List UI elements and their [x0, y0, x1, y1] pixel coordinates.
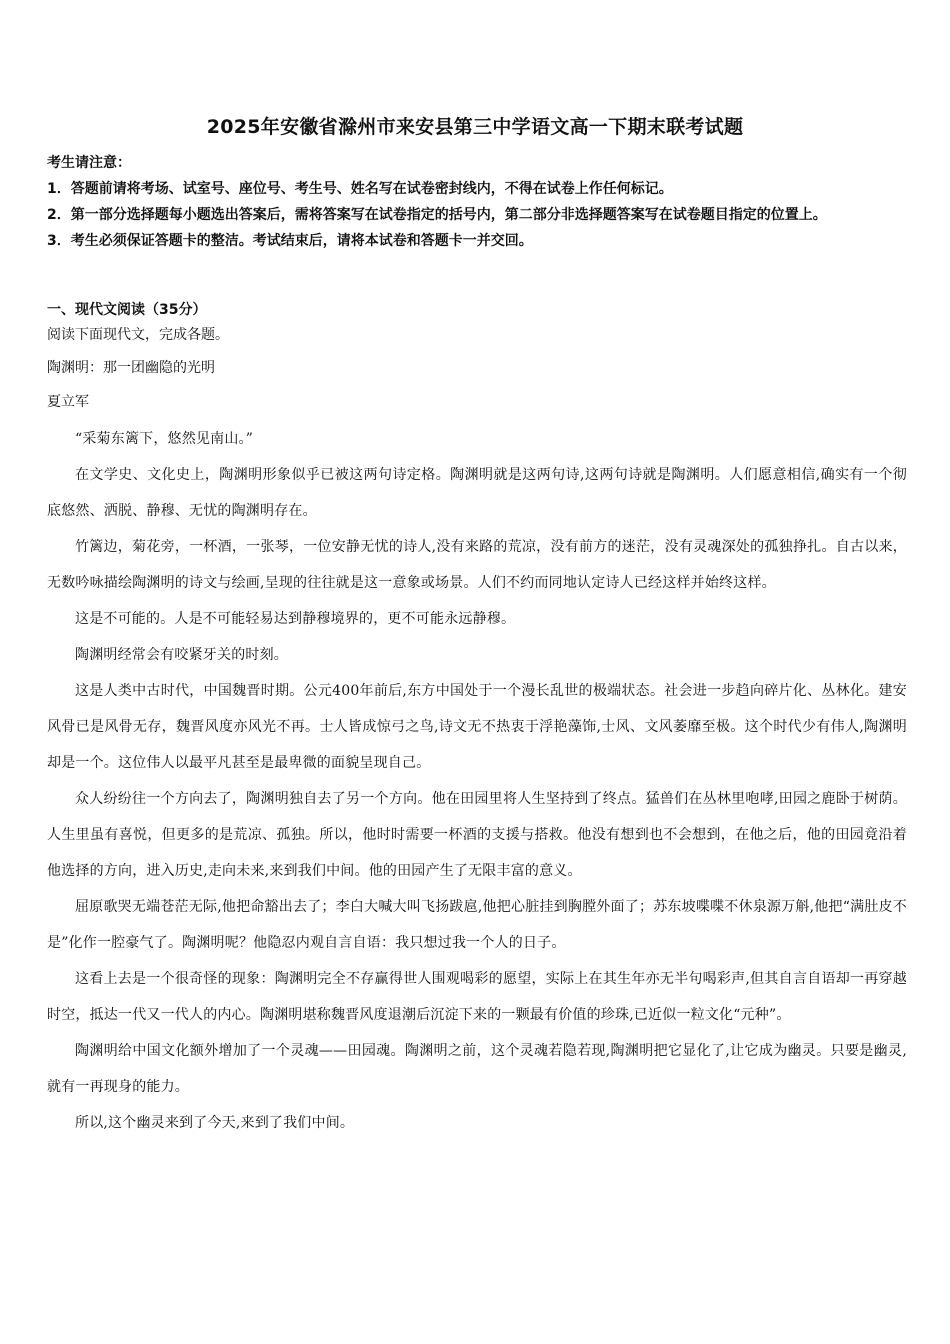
article-body: [47, 421, 907, 1141]
notice-item-1: 1．答题前请将考场、试室号、座位号、考生号、姓名写在试卷密封线内，不得在试卷上作任何标记。: [47, 181, 673, 197]
paragraph: 屈原歌哭无端苍茫无际,他把命豁出去了；李白大喊大叫飞扬跋扈,他把心脏挂到胸膛外面了；苏东坡喋喋不休泉源万斛,他把“满肚皮不是”化作一腔豪气了。陶渊明呢？他隐忍内观自言自语：我只想过我一个人的日子。: [47, 899, 907, 951]
article-title: 陶渊明：那一团幽隐的光明: [47, 360, 215, 376]
paragraph: 这是人类中古时代，中国魏晋时期。公元400年前后,东方中国处于一个漫长乱世的极端状态。社会进一步趋向碎片化、丛林化。建安风骨已是风骨无存，魏晋风度亦风光不再。士人皆成惊弓之鸟,诗文无不热衷于浮艳藻饰,士风、文风萎靡至极。这个时代少有伟人,陶渊明却是一个。这位伟人以最平凡甚至是最卑微的面貌呈现自己。: [47, 683, 907, 771]
page-title: 2025年安徽省滁州市来安县第三中学语文高一下期末联考试题: [206, 116, 744, 138]
paragraph: 这是不可能的。人是不可能轻易达到静穆境界的，更不可能永远静穆。: [75, 611, 516, 627]
notice-item-3: 3．考生必须保证答题卡的整洁。考试结束后，请将本试卷和答题卡一并交回。: [47, 233, 533, 249]
paragraph: “采菊东篱下，悠然见南山。”: [75, 431, 254, 447]
paragraph: 在文学史、文化史上，陶渊明形象似乎已被这两句诗定格。陶渊明就是这两句诗,这两句诗就是陶渊明。人们愿意相信,确实有一个彻底悠然、洒脱、静穆、无忧的陶渊明存在。: [47, 467, 907, 519]
paragraph: 陶渊明经常会有咬紧牙关的时刻。: [75, 647, 288, 663]
paragraph: 竹篱边，菊花旁，一杯酒，一张琴，一位安静无忧的诗人,没有来路的荒凉，没有前方的迷茫，没有灵魂深处的孤独挣扎。自古以来，无数吟咏描绘陶渊明的诗文与绘画,呈现的往往就是这一意象或场景。人们不约而同地认定诗人已经这样并始终这样。: [47, 539, 907, 591]
notice-item-2: 2．第一部分选择题每小题选出答案后，需将答案写在试卷指定的括号内，第二部分非选择题答案写在试卷题目指定的位置上。: [47, 207, 827, 223]
notice-heading: 考生请注意：: [47, 155, 131, 171]
paragraph: 这看上去是一个很奇怪的现象：陶渊明完全不存赢得世人围观喝彩的愿望，实际上在其生年亦无半句喝彩声,但其自言自语却一再穿越时空，抵达一代又一代人的内心。陶渊明堪称魏晋风度退潮后沉淀下来的一颗最有价值的珍珠,已近似一粒文化“元种”。: [47, 971, 907, 1023]
paragraph: 陶渊明给中国文化额外增加了一个灵魂——田园魂。陶渊明之前，这个灵魂若隐若现,陶渊明把它显化了,让它成为幽灵。只要是幽灵,就有一再现身的能力。: [47, 1043, 907, 1095]
section-title: 一、现代文阅读（35分）: [47, 302, 207, 318]
article-author: 夏立军: [47, 394, 89, 410]
reading-instruction: 阅读下面现代文，完成各题。: [47, 327, 229, 343]
paragraph: 所以,这个幽灵来到了今天,来到了我们中间。: [75, 1115, 355, 1131]
exam-notice: [47, 150, 907, 254]
paragraph: 众人纷纷往一个方向去了，陶渊明独自去了另一个方向。他在田园里将人生坚持到了终点。猛兽们在丛林里咆哮,田园之鹿卧于树荫。人生里虽有喜悦，但更多的是荒凉、孤独。所以，他时时需要一杯酒的支援与搭救。他没有想到也不会想到，在他之后，他的田园竟沿着他选择的方向，进入历史,走向未来,来到我们中间。他的田园产生了无限丰富的意义。: [47, 791, 907, 879]
